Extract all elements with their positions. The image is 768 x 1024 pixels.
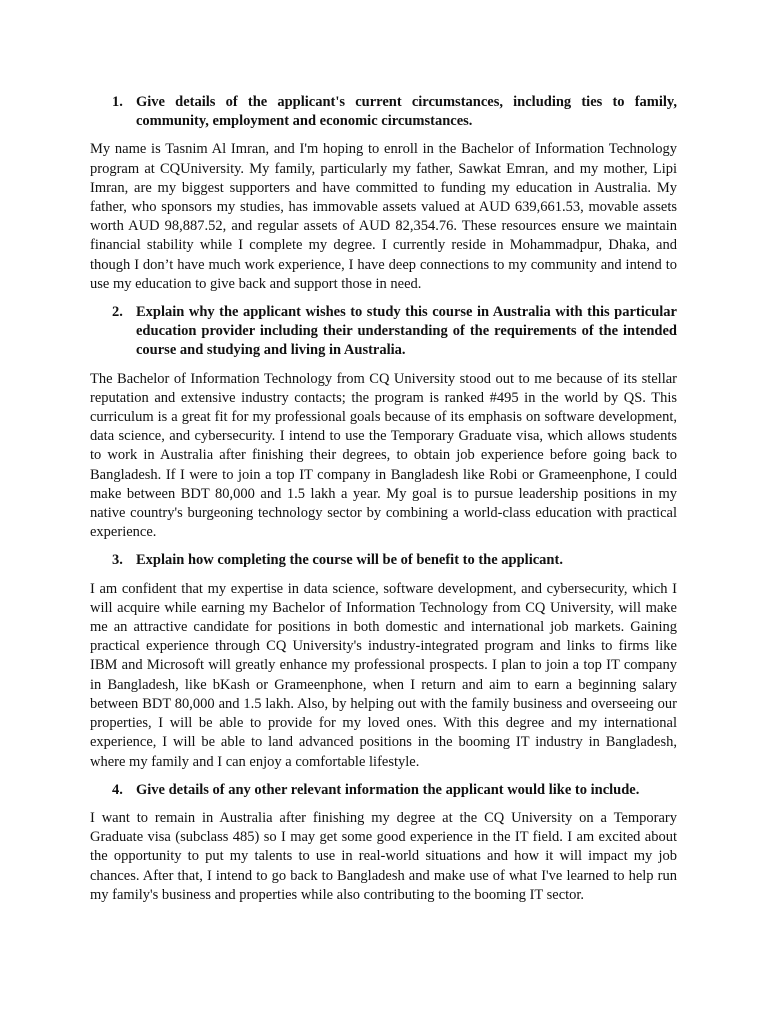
question-1 [90, 93, 677, 131]
question-1-number: 1. [112, 94, 123, 110]
question-4-number: 4. [112, 781, 123, 798]
answer-4: I want to remain in Australia after finishing my degree at the CQ University on a Temporary Graduate visa (subclass 485) so I may get some good experience in the IT field. I am excited about the opportunity to put my talents to use in real-world situations and how it will impact my job chances. After that, I intend to go back to Bangladesh and make use of what I've learned to help run my family's business and properties while also contributing to the booming IT sector. [90, 809, 677, 903]
question-2-text: Explain why the applicant wishes to study this course in Australia with this particular education provider including their understanding of the requirements of the intended course and studying and living in Australia. [136, 304, 677, 359]
question-3 [90, 551, 677, 570]
answer-2: The Bachelor of Information Technology from CQ University stood out to me because of its stellar reputation and extensive industry contacts; the program is ranked #495 in the world by QS. This curriculum is a great fit for my professional goals because of its emphasis on software development, data science, and cybersecurity. I intend to use the Temporary Graduate visa, which allows students to work in Australia after finishing their degrees, to obtain job experience before going back to Bangladesh. If I were to join a top IT company in Bangladesh like Robi or Grameenphone, I could make between BDT 80,000 and 1.5 lakh a year. My goal is to pursue leadership positions in my native country's burgeoning technology sector by combining a world-class education with practical experience. [90, 370, 677, 541]
question-4-text: Give details of any other relevant information the applicant would like to include. [136, 781, 640, 798]
question-3-number: 3. [112, 552, 123, 569]
question-2-number: 2. [112, 304, 123, 321]
document-page [90, 93, 677, 914]
question-3-text: Explain how completing the course will be of benefit to the applicant. [136, 552, 563, 569]
question-4 [90, 781, 677, 800]
question-1-text: Give details of the applicant's current circumstances, including ties to family, community, employment and economic circumstances. [136, 94, 677, 130]
question-2 [90, 303, 677, 361]
answer-1: My name is Tasnim Al Imran, and I'm hoping to enroll in the Bachelor of Information Technology program at CQUniversity. My family, particularly my father, Sawkat Emran, and my mother, Lipi Imran, are my biggest supporters and have committed to funding my education in Australia. My father, who sponsors my studies, has immovable assets valued at AUD 639,661.53, movable assets worth AUD 98,887.52, and regular assets of AUD 82,354.76. These resources ensure we maintain financial stability while I complete my degree. I currently reside in Mohammadpur, Dhaka, and though I don’t have much work experience, I have deep connections to my community and intend to use my education to give back and support those in need. [90, 141, 677, 292]
answer-3: I am confident that my expertise in data science, software development, and cybersecurity, which I will acquire while earning my Bachelor of Information Technology from CQ University, will make me an attractive candidate for positions in both domestic and international job markets. Gaining practical experience through CQ University's industry-integrated program and links to firms like IBM and Microsoft will greatly enhance my professional prospects. I plan to join a top IT company in Bangladesh, like bKash or Grameenphone, when I return and aim to earn a beginning salary between BDT 80,000 and 1.5 lakh. Also, by helping out with the family business and overseeing our properties, I will be able to provide for my loved ones. With this degree and my international experience, I will be able to land advanced positions in the booming IT industry in Bangladesh, where my family and I can enjoy a comfortable lifestyle. [90, 580, 677, 770]
